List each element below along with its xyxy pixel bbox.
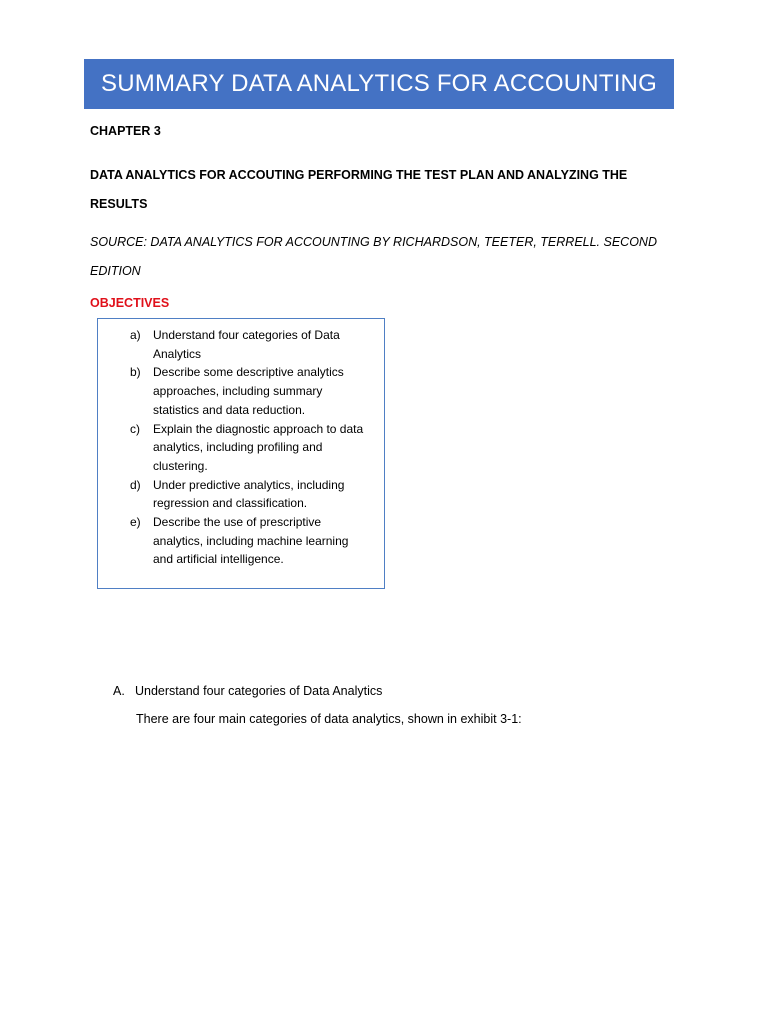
objective-marker: a) [130,328,141,342]
section-a-heading [113,684,382,698]
chapter-heading-line-2: RESULTS [90,197,148,211]
section-a-marker: A. [113,684,125,698]
section-a-title: Understand four categories of Data Analytics [135,684,383,698]
objective-marker: c) [130,421,140,436]
objective-text: Explain the diagnostic approach to data analytics, including profiling and clustering. [153,421,364,473]
objective-text: Under predictive analytics, including regression and classification. [153,477,345,511]
objective-item [130,326,370,363]
document-title: SUMMARY DATA ANALYTICS FOR ACCOUNTING [101,70,657,97]
objective-item [130,363,370,419]
objective-text: Describe some descriptive analytics approaches, including summary statistics and data reduction. [153,365,344,417]
objective-text: Describe the use of prescriptive analytics, including machine learning and artificial intelligence. [153,515,349,567]
objective-text: Understand four categories of Data Analytics [153,328,340,361]
objective-marker: b) [130,365,141,380]
objectives-title: OBJECTIVES [90,296,170,310]
source-citation-line-2: EDITION [90,264,141,278]
objective-item [130,476,370,513]
chapter-heading-line-1: DATA ANALYTICS FOR ACCOUTING PERFORMING THE TEST PLAN AND ANALYZING THE [90,168,628,182]
section-a-body: There are four main categories of data analytics, shown in exhibit 3-1: [136,712,522,726]
objectives-list [130,326,370,569]
objective-marker: e) [130,515,141,530]
source-citation [90,228,670,286]
objective-marker: d) [130,477,141,492]
chapter-heading [90,161,650,219]
source-citation-line-1: SOURCE: DATA ANALYTICS FOR ACCOUNTING BY RICHARDSON, TEETER, TERRELL. SECOND [90,235,657,249]
chapter-label: CHAPTER 3 [90,124,161,138]
objective-item [130,513,370,569]
objective-item [130,420,370,476]
title-banner [84,59,674,109]
